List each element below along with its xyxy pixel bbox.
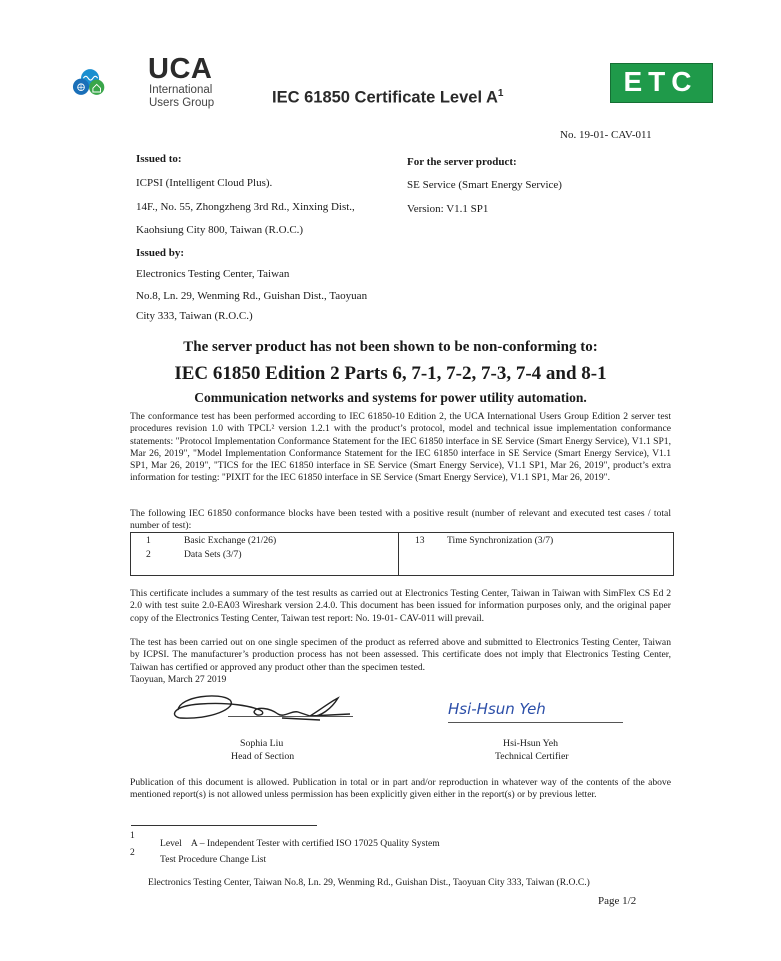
signatory-role: Technical Certifier bbox=[495, 751, 569, 762]
server-product-line: SE Service (Smart Energy Service) bbox=[407, 179, 562, 191]
block-number: 13 bbox=[415, 535, 425, 546]
signature-line bbox=[228, 716, 353, 717]
place-and-date: Taoyuan, March 27 2019 bbox=[130, 674, 227, 685]
signatory-role: Head of Section bbox=[231, 751, 295, 762]
summary-paragraph: This certificate includes a summary of the test results as carried out at Electronics Testing Center, Taiwan in Taiwan with SimFlex CS Ed 2 2.0 with test suite 2.0-EA03 Wireshark version 2.4.0. This document has been issued for information purposes only, and the original paper copy of the Electronics Testing Center, Taiwan test report: No. 19-01- CAV-011 will prevail. bbox=[130, 588, 671, 624]
issued-to-line: ICPSI (Intelligent Cloud Plus). bbox=[136, 177, 273, 189]
block-name: Data Sets (3/7) bbox=[184, 549, 242, 560]
block-number: 2 bbox=[146, 549, 151, 560]
footer-address: Electronics Testing Center, Taiwan No.8, Ln. 29, Wenming Rd., Guishan Dist., Taoyuan City 333, Taiwan (R.O.C.) bbox=[148, 877, 590, 888]
block-number: 1 bbox=[146, 535, 151, 546]
issued-by-line: City 333, Taiwan (R.O.C.) bbox=[136, 310, 253, 322]
certificate-title-text: IEC 61850 Certificate Level A bbox=[272, 88, 498, 107]
server-product-line: Version: V1.1 SP1 bbox=[407, 203, 489, 215]
certificate-number: No. 19-01- CAV-011 bbox=[560, 129, 652, 141]
disclaimer-paragraph: The test has been carried out on one single specimen of the product as referred above and submitted to Electronics Testing Center, Taiwan by ICPSI. The manufacturer’s production process has not been assessed. This certificate does not imply that Electronics Testing Center, Taiwan has certified or approved any product other than the specimen tested. bbox=[130, 637, 671, 673]
signatory-name: Hsi-Hsun Yeh bbox=[503, 738, 558, 749]
page-number: Page 1/2 bbox=[598, 895, 637, 907]
conformance-intro-paragraph: The conformance test has been performed according to IEC 61850-10 Edition 2, the UCA International Users Group Edition 2 server test procedures revision 1.0 with TPCL² version 1.2.1 with the product’s protocol, model and technical issue implementation conformance statements: "Protocol Implementation Conformance Statement for the IEC 61850 interface in SE Service (Smart Energy Service), V1.1 SP1, Mar 26, 2019", "Model Implementation Conformance Statement for the IEC 61850 interface in SE Service (Smart Energy Service), V1.1 SP1, Mar 26, 2019", "TICS for the IEC 61850 interface in SE Service (Smart Energy Service), V1.1 SP1, Mar 26, 2019", product’s extra information for testing: "PIXIT for the IEC 61850 interface in SE Service (Smart Energy Service), V1.1 SP1, Mar 26, 2019". bbox=[130, 411, 671, 484]
signature-sophia-liu bbox=[160, 688, 360, 728]
certificate-title bbox=[272, 84, 503, 108]
uca-subtitle-line2: Users Group bbox=[149, 97, 215, 109]
server-product-label: For the server product: bbox=[407, 156, 517, 168]
blocks-intro-paragraph: The following IEC 61850 conformance blocks have been tested with a positive result (number of relevant and executed test cases / total number of test): bbox=[130, 508, 671, 532]
etc-logo-text: ETC bbox=[623, 66, 698, 97]
publication-paragraph: Publication of this document is allowed. Publication in total or in part and/or reproduction in whatever way of the contents of the above mentioned report(s) is not allowed unless permission has been explicitly given either in the report(s) or by previous letter. bbox=[130, 777, 671, 801]
footnote-number: 1 bbox=[130, 830, 135, 841]
uca-logo-circle-right bbox=[89, 80, 104, 95]
issued-by-line: No.8, Ln. 29, Wenming Rd., Guishan Dist., Taoyuan bbox=[136, 290, 368, 302]
issued-to-line: 14F., No. 55, Zhongzheng 3rd Rd., Xinxing Dist., bbox=[136, 201, 355, 213]
standard-heading: IEC 61850 Edition 2 Parts 6, 7-1, 7-2, 7-3, 7-4 and 8-1 bbox=[174, 363, 607, 384]
uca-logo bbox=[72, 52, 148, 112]
issued-to-label: Issued to: bbox=[136, 153, 182, 165]
conformance-heading: The server product has not been shown to be non-conforming to: bbox=[183, 339, 598, 355]
scope-heading: Communication networks and systems for power utility automation. bbox=[194, 390, 587, 405]
issued-by-label: Issued by: bbox=[136, 247, 184, 259]
table-divider bbox=[398, 532, 399, 576]
uca-subtitle-line1: International bbox=[149, 84, 213, 96]
footnote-number: 2 bbox=[130, 847, 135, 858]
signatory-name: Sophia Liu bbox=[240, 738, 284, 749]
block-name: Time Synchronization (3/7) bbox=[447, 535, 554, 546]
certificate-title-footnote-marker: 1 bbox=[497, 88, 504, 99]
footnote-text: Test Procedure Change List bbox=[160, 854, 267, 865]
uca-name: UCA bbox=[148, 53, 213, 85]
issued-by-line: Electronics Testing Center, Taiwan bbox=[136, 268, 290, 280]
issued-to-line: Kaohsiung City 800, Taiwan (R.O.C.) bbox=[136, 224, 304, 236]
footnote-rule bbox=[131, 825, 317, 826]
footnote-text: Level A – Independent Tester with certified ISO 17025 Quality System bbox=[160, 838, 440, 849]
block-name: Basic Exchange (21/26) bbox=[184, 535, 277, 546]
signature-hsi-hsun-yeh: Hsi-Hsun Yeh bbox=[448, 700, 546, 718]
signature-line bbox=[448, 722, 623, 723]
